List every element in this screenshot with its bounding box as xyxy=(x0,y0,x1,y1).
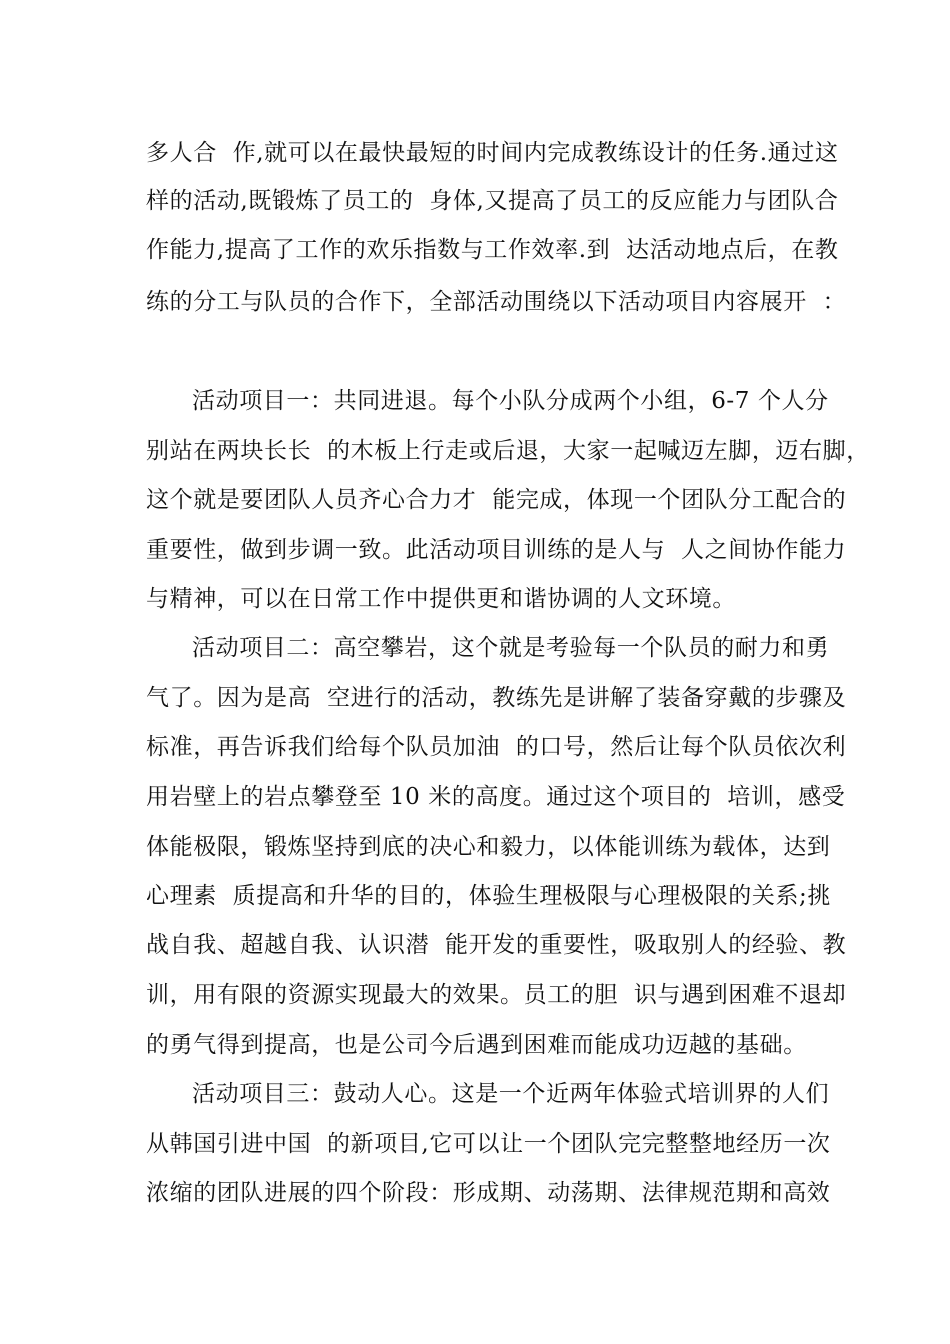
paragraph-3-line-3: 浓缩的团队进展的四个阶段：形成期、动荡期、法律规范期和高效 xyxy=(146,1180,831,1206)
paragraph-3-line-1: 活动项目三：鼓动人心。这是一个近两年体验式培训界的人们 xyxy=(192,1081,830,1107)
text-line-1: 多人合 作,就可以在最快最短的时间内完成教练设计的任务.通过这 xyxy=(146,140,839,166)
paragraph-2-line-7: 战自我、超越自我、认识潜 能开发的重要性，吸取别人的经验、教 xyxy=(146,932,847,958)
text-line-3: 作能力,提高了工作的欢乐指数与工作效率.到 达活动地点后，在教 xyxy=(146,237,839,263)
paragraph-1-line-4: 重要性，做到步调一致。此活动项目训练的是人与 人之间协作能力 xyxy=(146,537,847,563)
paragraph-2-line-5: 体能极限，锻炼坚持到底的决心和毅力，以体能训练为载体，达到 xyxy=(146,834,831,860)
paragraph-2-line-2: 气了。因为是高 空进行的活动，教练先是讲解了装备穿戴的步骤及 xyxy=(146,685,847,711)
paragraph-3-line-2: 从韩国引进中国 的新项目,它可以让一个团队完完整整地经历一次 xyxy=(146,1131,831,1157)
paragraph-2-line-9: 的勇气得到提高，也是公司今后遇到困难而能成功迈越的基础。 xyxy=(146,1032,807,1058)
paragraph-1-line-5: 与精神，可以在日常工作中提供更和谐协调的人文环境。 xyxy=(146,586,736,612)
paragraph-2-line-3: 标准，再告诉我们给每个队员加油 的口号，然后让每个队员依次利 xyxy=(146,734,847,760)
paragraph-2-line-8: 训，用有限的资源实现最大的效果。员工的胆 识与遇到困难不退却 xyxy=(146,982,847,1008)
paragraph-2-line-6: 心理素 质提高和升华的目的，体验生理极限与心理极限的关系;挑 xyxy=(146,883,831,909)
text-line-4: 练的分工与队员的合作下，全部活动围绕以下活动项目内容展开 ： xyxy=(146,289,847,315)
paragraph-2-line-4: 用岩壁上的岩点攀登至 10 米的高度。通过这个项目的 培训，感受 xyxy=(146,784,846,810)
text-line-2: 样的活动,既锻炼了员工的 身体,又提高了员工的反应能力与团队合 xyxy=(146,188,839,214)
paragraph-2-line-1: 活动项目二：高空攀岩，这个就是考验每一个队员的耐力和勇 xyxy=(192,635,830,661)
paragraph-1-line-2: 别站在两块长长 的木板上行走或后退，大家一起喊迈左脚，迈右脚， xyxy=(146,438,870,464)
paragraph-1-line-3: 这个就是要团队人员齐心合力才 能完成，体现一个团队分工配合的 xyxy=(146,487,847,513)
paragraph-1-line-1: 活动项目一：共同进退。每个小队分成两个小组，6-7 个人分 xyxy=(192,388,829,414)
